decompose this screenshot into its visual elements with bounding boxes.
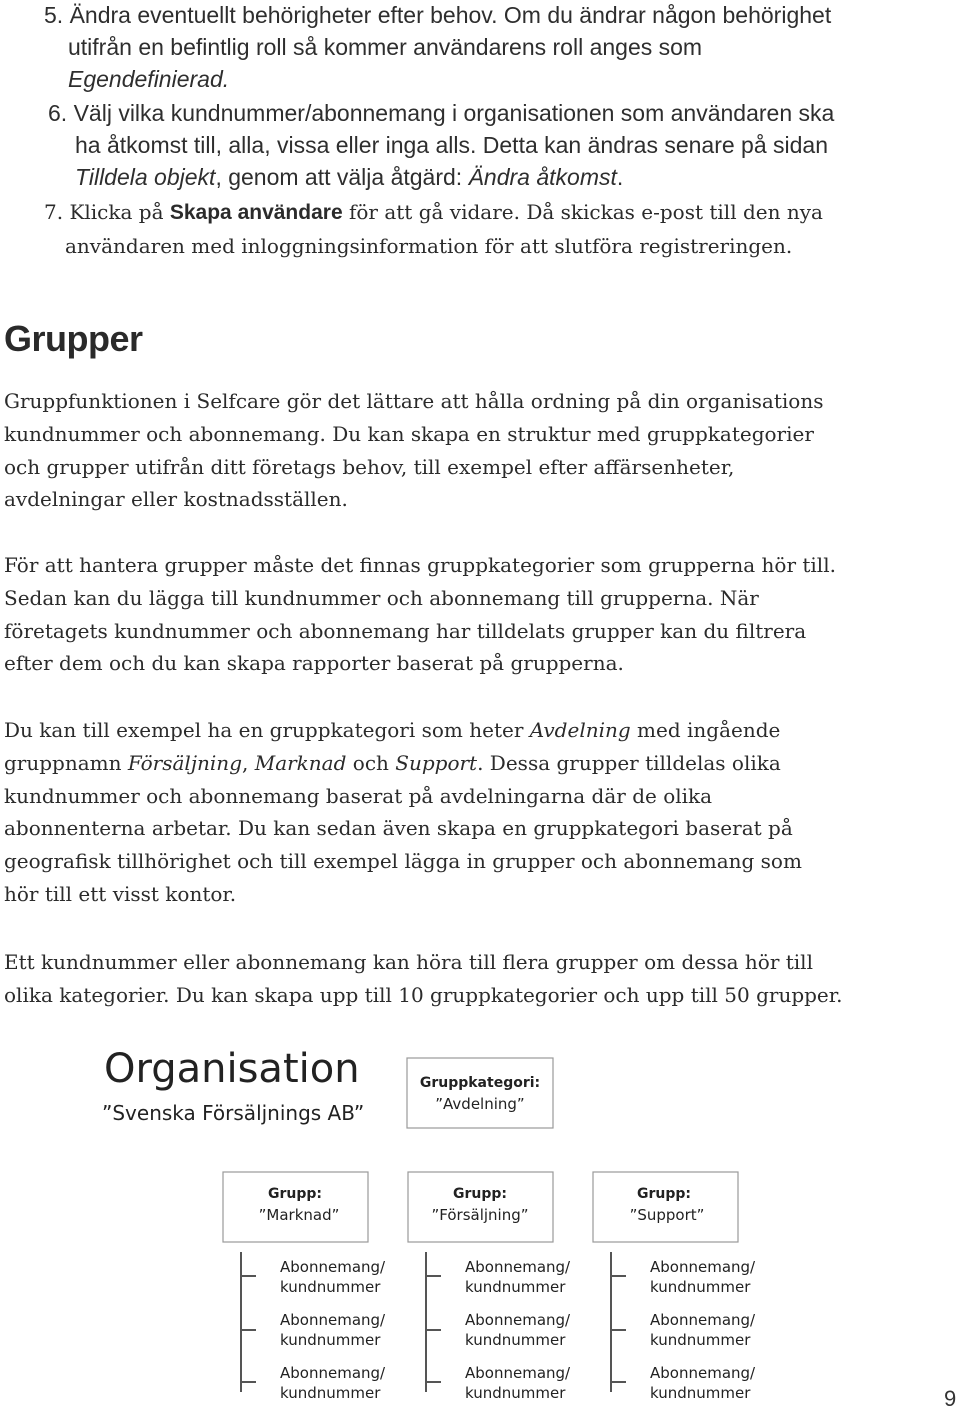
item-line-1: Abonnemang/ (280, 1258, 386, 1276)
marknad-text: Marknad (254, 750, 347, 775)
category-label: Gruppkategori: (419, 1075, 541, 1091)
text-span: Du kan till exempel ha en gruppkategori som heter (4, 718, 530, 742)
item-line-1: Abonnemang/ (280, 1311, 386, 1329)
avdelning-text: Avdelning (529, 718, 631, 742)
paragraph-2-line: För att hantera grupper måste det finnas gruppkategorier som grupperna hör till. (4, 553, 836, 577)
item-line-2: kundnummer (465, 1384, 566, 1402)
paragraph-4-line: Ett kundnummer eller abonnemang kan höra till flera grupper om dessa hör till (4, 950, 813, 974)
item-line-1: Abonnemang/ (465, 1364, 571, 1382)
tilldela-objekt-text: Tilldela objekt (75, 164, 216, 190)
org-title: Organisation (104, 1046, 360, 1092)
paragraph-3-line-4: abonnenterna arbetar. Du kan sedan även skapa en gruppkategori baserat på (4, 816, 793, 841)
paragraph-3-line-6: hör till ett visst kontor. (4, 881, 237, 906)
support-text: Support (395, 750, 478, 775)
group-label: Grupp: (452, 1186, 508, 1202)
group-value: ”Försäljning” (431, 1206, 529, 1224)
step-7-prefix: 7. Klicka på (44, 200, 170, 224)
group-value: ”Support” (629, 1206, 705, 1224)
page-number: 9 (944, 1386, 957, 1411)
step-7-rest: för att gå vidare. Då skickas e-post till den nya (342, 200, 823, 224)
forsaljning-text: Försäljning (127, 750, 242, 775)
paragraph-4-line: olika kategorier. Du kan skapa upp till 10 gruppkategorier och upp till 50 grupper. (4, 982, 843, 1007)
section-heading: Grupper (4, 318, 143, 359)
item-line-2: kundnummer (650, 1278, 751, 1296)
connector-support (611, 1252, 626, 1392)
item-line-1: Abonnemang/ (650, 1364, 756, 1382)
item-line-1: Abonnemang/ (650, 1311, 756, 1329)
item-line-1: Abonnemang/ (465, 1311, 571, 1329)
step-6-end-text: . (616, 164, 624, 190)
text-span: och (346, 750, 396, 775)
paragraph-1-line: avdelningar eller kostnadsställen. (4, 487, 348, 512)
text-span: gruppnamn (4, 750, 128, 775)
paragraph-1-line: och grupper utifrån ditt företags behov, till exempel efter affärsenheter, (4, 454, 735, 479)
paragraph-2-line: Sedan kan du lägga till kundnummer och abonnemang till grupperna. När (4, 585, 759, 610)
step-7-line-2: användaren med inloggningsinformation för att slutföra registreringen. (65, 233, 793, 258)
group-value: ”Marknad” (258, 1206, 340, 1224)
step-5-line-2: utifrån en befintlig roll så kommer användarens roll anges som (68, 34, 703, 60)
paragraph-1-line: kundnummer och abonnemang. Du kan skapa en struktur med gruppkategorier (4, 421, 814, 446)
item-line-2: kundnummer (280, 1384, 381, 1402)
text-span: med ingående (630, 718, 781, 742)
item-line-2: kundnummer (280, 1278, 381, 1296)
text-span: , (242, 750, 255, 775)
paragraph-2-line: företagets kundnummer och abonnemang har tilldelats grupper kan du filtrera (4, 618, 807, 643)
andra-atkomst-text: Ändra åtkomst (468, 164, 617, 190)
paragraph-3-line-3: kundnummer och abonnemang baserat på avdelningarna där de olika (4, 783, 713, 808)
item-line-2: kundnummer (280, 1331, 381, 1349)
step-6-line-2: ha åtkomst till, alla, vissa eller inga alls. Detta kan ändras senare på sidan (75, 132, 829, 158)
org-subtitle: ”Svenska Försäljnings AB” (102, 1101, 365, 1125)
step-5-line-1: 5. Ändra eventuellt behörigheter efter behov. Om du ändrar någon behörighet (44, 2, 832, 28)
item-line-1: Abonnemang/ (280, 1364, 386, 1382)
connector-marknad (241, 1252, 256, 1392)
item-line-2: kundnummer (650, 1331, 751, 1349)
item-line-2: kundnummer (465, 1278, 566, 1296)
connector-forsaljning (426, 1252, 441, 1392)
item-line-2: kundnummer (650, 1384, 751, 1402)
skapa-anvandare-text: Skapa användare (169, 201, 343, 224)
paragraph-2-line: efter dem och du kan skapa rapporter baserat på grupperna. (4, 651, 624, 676)
text-span: . Dessa grupper tilldelas olika (477, 750, 781, 775)
item-line-1: Abonnemang/ (465, 1258, 571, 1276)
step-6-line-1: 6. Välj vilka kundnummer/abonnemang i organisationen som användaren ska (48, 100, 835, 126)
item-line-2: kundnummer (465, 1331, 566, 1349)
item-line-1: Abonnemang/ (650, 1258, 756, 1276)
group-label: Grupp: (267, 1186, 323, 1202)
category-box (407, 1058, 553, 1128)
step-6-mid-text: , genom att välja åtgärd: (215, 164, 469, 190)
step-5-line-3: Egendefinierad. (68, 66, 230, 92)
paragraph-3-line-5: geografisk tillhörighet och till exempel lägga in grupper och abonnemang som (4, 849, 802, 874)
category-value: ”Avdelning” (435, 1095, 525, 1113)
group-label: Grupp: (636, 1186, 692, 1202)
paragraph-1-line: Gruppfunktionen i Selfcare gör det lättare att hålla ordning på din organisations (4, 389, 824, 413)
